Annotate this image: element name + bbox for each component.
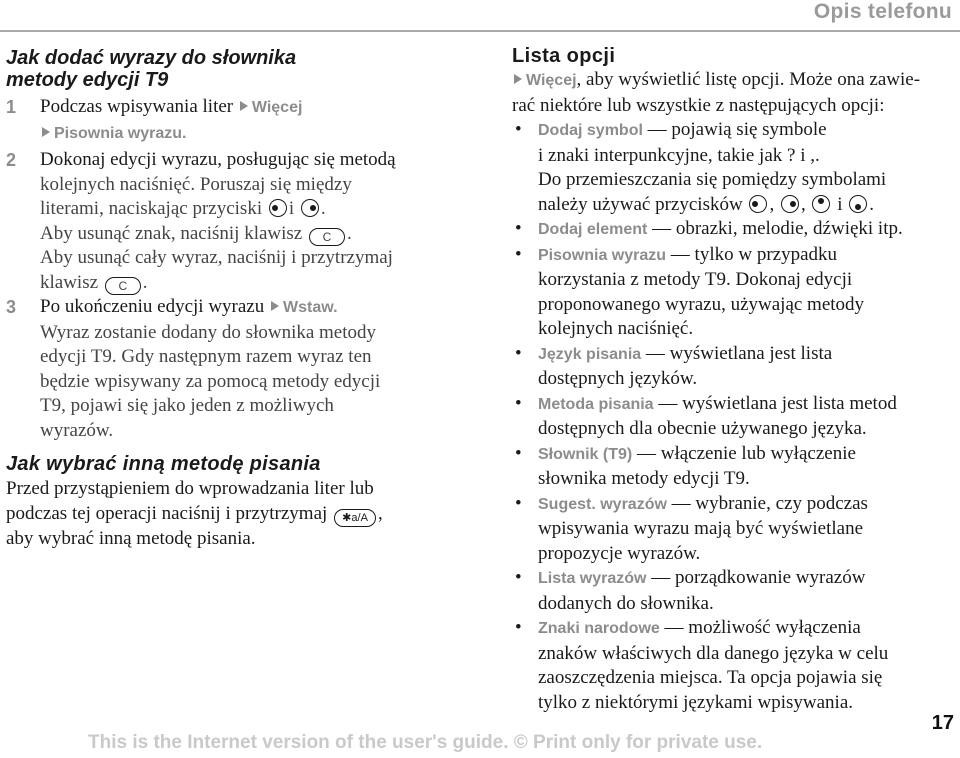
- bullet: •: [515, 492, 522, 514]
- nav-down-icon: [849, 195, 867, 213]
- c-key-icon: C: [105, 277, 141, 295]
- section-title-input-method: Jak wybrać inną metodę pisania: [6, 453, 321, 475]
- left-column: [6, 40, 484, 551]
- option-item: • Język pisania — wyświetlana jest lista dostępnych języków.: [515, 342, 833, 389]
- option-label: Dodaj symbol: [538, 122, 643, 139]
- options-intro: Więcej, aby wyświetlić listę opcji. Może ona zawie- rać niektóre lub wszystkie z następujących opcji:: [512, 69, 921, 116]
- footer-note: This is the Internet version of the user's guide. © Print only for private use.: [88, 732, 763, 753]
- nav-right-icon: [301, 199, 319, 217]
- options-list-title: Lista opcji: [512, 45, 616, 67]
- bullet: •: [515, 392, 522, 414]
- bullet: •: [515, 342, 522, 364]
- bullet: •: [515, 617, 522, 638]
- option-label: Sugest. wyrazów: [538, 495, 667, 513]
- arrow-icon: [240, 101, 248, 111]
- nav-left-icon: [749, 195, 767, 213]
- step-2: 2 Dokonaj edycji wyrazu, posługując się metodą kolejnych naciśnięć. Poruszaj się między literami, naciskając przyciski i . Aby usunąć znak, naciśnij klawisz C . Aby usunąć cały wyraz, naciśnij i przytrzymaj klawisz C .: [6, 149, 396, 293]
- c-key-icon: C: [309, 228, 345, 246]
- option-label: Dodaj element: [538, 221, 648, 238]
- option-label: Pisownia wyrazu: [538, 246, 667, 264]
- bullet: •: [515, 243, 522, 265]
- option-label: Znaki narodowe: [538, 620, 660, 637]
- option-label: Język pisania: [538, 345, 642, 363]
- arrow-icon: [271, 301, 279, 311]
- step-1: 1 Podczas wpisywania liter Więcej Pisownia wyrazu.: [6, 96, 303, 142]
- option-label: Słownik (T9): [538, 445, 633, 463]
- bullet: •: [515, 442, 522, 464]
- option-item: • Słownik (T9) — włączenie lub wyłączenie słownika metody edycji T9.: [515, 442, 856, 489]
- option-item: • Lista wyrazów — porządkowanie wyrazów dodanych do słownika.: [515, 567, 866, 614]
- bullet: •: [515, 218, 522, 239]
- option-item: • Metoda pisania — wyświetlana jest lista metod dostępnych dla obecnie używanego języka.: [515, 392, 897, 439]
- arrow-icon: [514, 74, 522, 84]
- star-key-icon: ✱a/A: [334, 509, 376, 527]
- options-list: [512, 118, 952, 715]
- nav-right-icon: [781, 195, 799, 213]
- step-3: 3 Po ukończeniu edycji wyrazu Wstaw. Wyraz zostanie dodany do słownika metody edycji T9. Gdy następnym razem wyraz ten będzie wpisywany za pomocą metody edycji T9, pojawi się jako jeden z możliwych wyrazów.: [6, 296, 381, 441]
- option-item: • Znaki narodowe — możliwość wyłączenia znaków właściwych dla danego języka w celu zaoszczędzenia miejsca. Ta opcja pojawia się tylko z niektórymi językami wpisywania.: [515, 617, 889, 713]
- option-item: • Dodaj element — obrazki, melodie, dźwięki itp.: [512, 217, 952, 243]
- page-header-title: Opis telefonu: [813, 0, 952, 23]
- page-number: 17: [931, 712, 954, 734]
- bullet: •: [515, 567, 522, 588]
- input-method-text: Przed przystąpieniem do wprowadzania liter lub podczas tej operacji naciśnij i przytrzymaj ✱a/A , aby wybrać inną metodę pisania.: [6, 478, 383, 549]
- option-item: • Sugest. wyrazów — wybranie, czy podczas wpisywania wyrazu mają być wyświetlane propozycje wyrazów.: [515, 492, 868, 564]
- bullet: •: [515, 119, 522, 140]
- arrow-icon: [42, 127, 50, 137]
- nav-up-icon: [812, 195, 830, 213]
- header-rule: [0, 30, 960, 32]
- option-label: Metoda pisania: [538, 395, 654, 413]
- right-column: [512, 40, 952, 715]
- option-label: Lista wyrazów: [538, 570, 647, 587]
- option-item: • Pisownia wyrazu — tylko w przypadku korzystania z metody T9. Dokonaj edycji proponowanego wyrazu, używając metody kolejnych naciśnięć.: [515, 243, 865, 339]
- option-item: • Dodaj symbol — pojawią się symbole i znaki interpunkcyjne, takie jak ? i ,. Do przemieszczania się pomiędzy symbolami należy używać przycisków , , i .: [515, 119, 887, 215]
- section-title-add-words: Jak dodać wyrazy do słownika metody edycji T9: [6, 47, 297, 91]
- nav-left-icon: [269, 199, 287, 217]
